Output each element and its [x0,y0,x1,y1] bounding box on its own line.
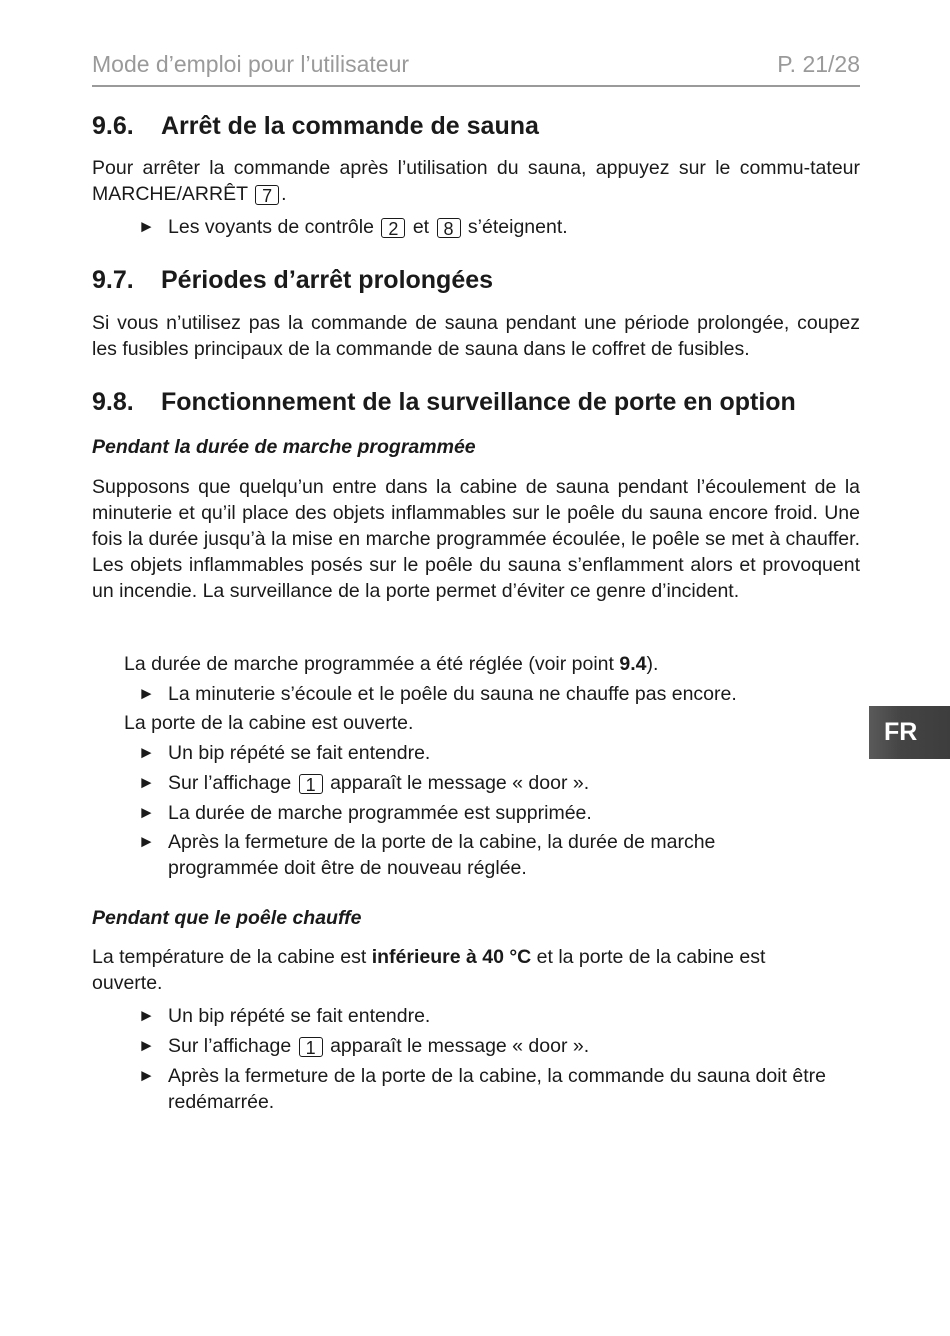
triangle-bullet-icon: ► [138,743,155,762]
subheading: Pendant que le poêle chauffe [92,907,362,929]
section-title: Périodes d’arrêt prolongées [161,266,494,294]
text: . [281,183,287,205]
paragraph [92,155,860,207]
reference-box: 1 [299,1037,323,1057]
subheading: Pendant la durée de marche programmée [92,436,476,458]
bullet-item [138,1033,838,1059]
triangle-bullet-icon: ► [138,832,155,851]
triangle-bullet-icon: ► [138,1036,155,1055]
triangle-bullet-icon: ► [138,217,155,236]
bullet-text: Après la fermeture de la porte de la cabine, la durée de marche programmée doit être de nouveau réglée. [168,831,716,879]
text: Sur l’affichage [168,1035,292,1057]
text: apparaît le message « door ». [330,772,590,794]
emphasis: inférieure à 40 °C [371,946,532,968]
bullet-item [138,1063,838,1115]
bullet-item [138,740,838,766]
text: Pour arrêter la commande après l’utilisation du sauna, appuyez sur le commu-tateur MARCHE/ARRÊT [92,157,860,205]
text: Sur l’affichage [168,772,292,794]
bullet-item [138,1003,838,1029]
section-title: Fonctionnement de la surveillance de porte en option [161,388,796,416]
page-number: P. 21/28 [777,51,860,77]
document-title: Mode d’emploi pour l’utilisateur [92,51,410,77]
reference-box: 8 [437,218,461,238]
reference-box: 1 [299,774,323,794]
bullet-item [138,770,838,796]
paragraph [92,944,832,996]
section-heading-9-6 [92,112,539,141]
triangle-bullet-icon: ► [138,803,155,822]
triangle-bullet-icon: ► [138,773,155,792]
triangle-bullet-icon: ► [138,684,155,703]
section-title: Arrêt de la commande de sauna [161,112,539,140]
text: et la porte de la cabine est ouverte. [92,946,766,994]
text: apparaît le message « door ». [330,1035,590,1057]
text: Les voyants de contrôle [168,216,374,238]
bullet-text: Un bip répété se fait entendre. [168,1005,431,1027]
bullet-item [138,681,838,707]
bullet-text: La minuterie s’écoule et le poêle du sauna ne chauffe pas encore. [168,683,737,705]
bullet-item [138,829,818,881]
triangle-bullet-icon: ► [138,1066,155,1085]
text: s’éteignent. [467,216,568,238]
triangle-bullet-icon: ► [138,1006,155,1025]
paragraph: Si vous n’utilisez pas la commande de sauna pendant une période prolongée, coupez les fusibles principaux de la commande de sauna dans le coffret de fusibles. [92,312,860,360]
condition-line [124,651,658,677]
section-number: 9.8. [92,388,134,416]
bullet-text: Après la fermeture de la porte de la cabine, la commande du sauna doit être redémarrée. [168,1065,826,1113]
language-tab: FR [869,706,950,759]
text: et [412,216,430,238]
text: ). [646,653,659,675]
bullet-item [138,800,838,826]
reference-box: 2 [381,218,405,238]
condition-line: La porte de la cabine est ouverte. [124,712,414,734]
section-reference: 9.4 [619,653,647,675]
bullet-text: La durée de marche programmée est supprimée. [168,802,592,824]
page-header [92,50,860,87]
text: La température de la cabine est [92,946,367,968]
section-number: 9.6. [92,112,134,140]
reference-box: 7 [255,185,279,205]
paragraph: Supposons que quelqu’un entre dans la cabine de sauna pendant l’écoulement de la minuterie et qu’il place des objets inflammables sur le poêle du sauna encore froid. Une fois la durée jusqu’à la mise en marche programmée écoulée, le poêle se met à chauffer. Les objets inflammables posés sur le poêle du sauna s’enflamment alors et provoquent un incendie. La surveillance de la porte permet d’éviter ce genre d’incident. [92,476,860,602]
section-heading-9-8 [92,388,796,417]
section-number: 9.7. [92,266,134,294]
bullet-text: Un bip répété se fait entendre. [168,742,431,764]
text: La durée de marche programmée a été réglée (voir point [124,653,614,675]
section-heading-9-7 [92,266,493,295]
bullet-item [138,214,838,240]
